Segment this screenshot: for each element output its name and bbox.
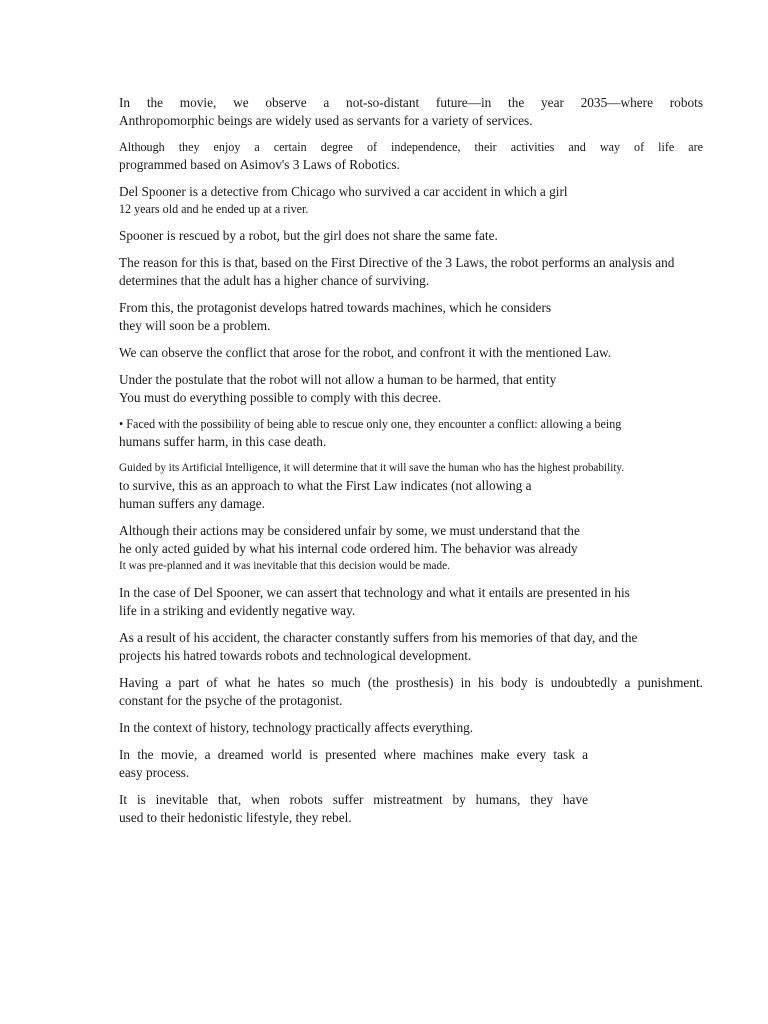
text-line: life in a striking and evidently negative way.	[119, 603, 356, 618]
text-line: The reason for this is that, based on the First Directive of the 3 Laws, the robot performs an analysis and	[119, 255, 675, 270]
text-line: Although their actions may be considered unfair by some, we must understand that the	[119, 523, 580, 538]
text-line: In the case of Del Spooner, we can assert that technology and what it entails are presented in his	[119, 585, 630, 600]
text-line: In the context of history, technology practically affects everything.	[119, 720, 474, 735]
text-line: Spooner is rescued by a robot, but the girl does not share the same fate.	[119, 228, 498, 243]
text-line: In the movie, a dreamed world is presented where machines make every task a	[119, 747, 588, 762]
text-line: 12 years old and he ended up at a river.	[119, 202, 309, 216]
text-line: human suffers any damage.	[119, 496, 265, 511]
text-line: easy process.	[119, 765, 190, 780]
text-line: determines that the adult has a higher chance of surviving.	[119, 273, 430, 288]
text-line: • Faced with the possibility of being able to rescue only one, they encounter a conflict: allowing a being	[119, 417, 622, 431]
text-line: Having a part of what he hates so much (the prosthesis) in his body is undoubtedly a punishment.	[119, 675, 703, 690]
paragraph-9	[119, 416, 703, 451]
text-line: Although they enjoy a certain degree of independence, their activities and way of life are	[119, 140, 703, 154]
text-line: In the movie, we observe a not-so-distant future—in the year 2035—where robots	[119, 95, 703, 110]
paragraph-3	[119, 183, 703, 218]
paragraph-6	[119, 299, 703, 335]
text-line: Guided by its Artificial Intelligence, it will determine that it will save the human who has the highest probability.	[119, 462, 625, 474]
paragraph-12	[119, 584, 703, 620]
paragraph-8	[119, 371, 703, 407]
text-line: projects his hatred towards robots and technological development.	[119, 648, 472, 663]
text-line: You must do everything possible to comply with this decree.	[119, 390, 442, 405]
paragraph-14	[119, 674, 703, 710]
paragraph-4	[119, 227, 703, 245]
paragraph-10	[119, 460, 703, 513]
text-line: humans suffer harm, in this case death.	[119, 434, 327, 449]
text-line: he only acted guided by what his internal code ordered him. The behavior was already	[119, 541, 578, 556]
paragraph-13	[119, 629, 703, 665]
paragraph-16	[119, 746, 703, 782]
text-line: Del Spooner is a detective from Chicago who survived a car accident in which a girl	[119, 184, 568, 199]
text-line: It was pre-planned and it was inevitable that this decision would be made.	[119, 560, 450, 572]
text-line: Under the postulate that the robot will not allow a human to be harmed, that entity	[119, 372, 557, 387]
paragraph-2	[119, 139, 703, 174]
text-line: It is inevitable that, when robots suffer mistreatment by humans, they have	[119, 792, 588, 807]
text-line: to survive, this as an approach to what the First Law indicates (not allowing a	[119, 478, 532, 493]
paragraph-15	[119, 719, 703, 737]
text-line: As a result of his accident, the character constantly suffers from his memories of that day, and the	[119, 630, 638, 645]
paragraph-7	[119, 344, 703, 362]
text-line: Anthropomorphic beings are widely used as servants for a variety of services.	[119, 113, 533, 128]
paragraph-5	[119, 254, 703, 290]
paragraph-11	[119, 522, 703, 575]
text-line: constant for the psyche of the protagonist.	[119, 693, 343, 708]
text-line: We can observe the conflict that arose for the robot, and confront it with the mentioned Law.	[119, 345, 612, 360]
text-line: they will soon be a problem.	[119, 318, 271, 333]
paragraph-1	[119, 94, 703, 130]
text-line: used to their hedonistic lifestyle, they rebel.	[119, 810, 352, 825]
document-body	[119, 94, 703, 836]
text-line: programmed based on Asimov's 3 Laws of Robotics.	[119, 157, 400, 172]
paragraph-17	[119, 791, 703, 827]
text-line: From this, the protagonist develops hatred towards machines, which he considers	[119, 300, 552, 315]
